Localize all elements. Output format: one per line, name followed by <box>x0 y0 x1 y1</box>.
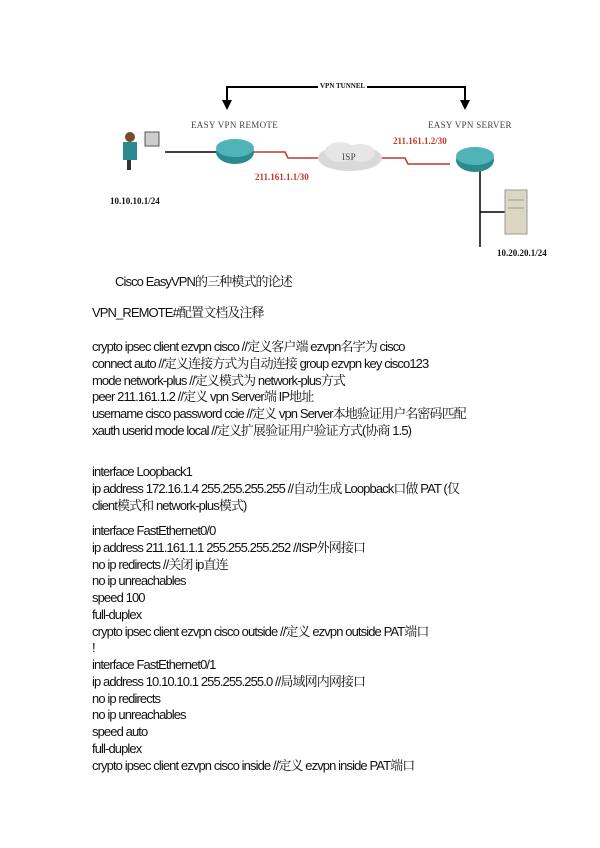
server-wan-ip: 211.161.1.2/30 <box>393 136 447 146</box>
config-line: no ip unreachables <box>92 707 186 723</box>
remote-wan-ip: 211.161.1.1/30 <box>255 172 309 182</box>
config-line: ! <box>92 640 95 656</box>
document-subtitle: VPN_REMOTE#配置文档及注释 <box>92 305 264 320</box>
config-line: connect auto //定义连接方式为自动连接 group ezvpn key cisco123 <box>92 355 429 371</box>
network-diagram <box>105 72 565 267</box>
config-line: peer 211.161.1.2 //定义 vpn Server端 IP地址 <box>92 389 314 405</box>
isp-label: ISP <box>342 152 356 162</box>
config-line: speed auto <box>92 724 148 739</box>
config-line: ip address 211.161.1.1 255.255.255.252 //ISP外网接口 <box>92 539 366 555</box>
server-lan-ip: 10.20.20.1/24 <box>497 248 547 258</box>
config-block-interfaces <box>92 523 428 774</box>
config-block-ezvpn <box>92 339 466 440</box>
config-line: no ip redirects //关闭 ip直连 <box>92 556 228 572</box>
config-line: crypto ipsec client ezvpn cisco outside //定义 ezvpn outside PAT端口 <box>92 623 429 639</box>
config-line: username cisco password ccie //定义 vpn Server本地验证用户名密码匹配 <box>92 406 466 421</box>
config-line: no ip redirects <box>92 690 161 706</box>
router-remote-icon <box>216 139 254 164</box>
user-computer-icon <box>123 132 159 170</box>
config-line: interface FastEthernet0/0 <box>92 523 216 538</box>
easy-vpn-server-label: EASY VPN SERVER <box>428 120 512 130</box>
server-icon <box>505 190 527 234</box>
config-line: mode network-plus //定义模式为 network-plus方式 <box>92 372 345 388</box>
config-line: crypto ipsec client ezvpn cisco //定义客户端 ezvpn名字为 cisco <box>92 339 405 354</box>
vpn-tunnel-label: VPN TUNNEL <box>320 82 366 90</box>
config-line: speed 100 <box>92 590 145 605</box>
config-line: full-duplex <box>92 606 142 622</box>
config-line: xauth userid mode local //定义扩展验证用户验证方式(协商 1.5) <box>92 422 412 438</box>
config-line: crypto ipsec client ezvpn cisco inside //定义 ezvpn inside PAT端口 <box>92 757 415 773</box>
document-title: Cisco EasyVPN的三种模式的论述 <box>115 274 292 289</box>
config-line: ip address 10.10.10.1 255.255.255.0 //局域网内网接口 <box>92 673 366 689</box>
config-line: full-duplex <box>92 740 142 756</box>
config-line: interface Loopback1 <box>92 464 192 479</box>
config-block-loopback <box>92 464 459 514</box>
easy-vpn-remote-label: EASY VPN REMOTE <box>191 120 279 130</box>
config-line: no ip unreachables <box>92 573 186 589</box>
diagram-lines <box>105 72 565 267</box>
client-ip: 10.10.10.1/24 <box>110 196 160 206</box>
config-line: interface FastEthernet0/1 <box>92 657 216 672</box>
router-server-icon <box>456 147 494 172</box>
config-line: ip address 172.16.1.4 255.255.255.255 //自动生成 Loopback口做 PAT (仅 <box>92 480 459 496</box>
config-line: client模式和 network-plus模式) <box>92 497 247 513</box>
